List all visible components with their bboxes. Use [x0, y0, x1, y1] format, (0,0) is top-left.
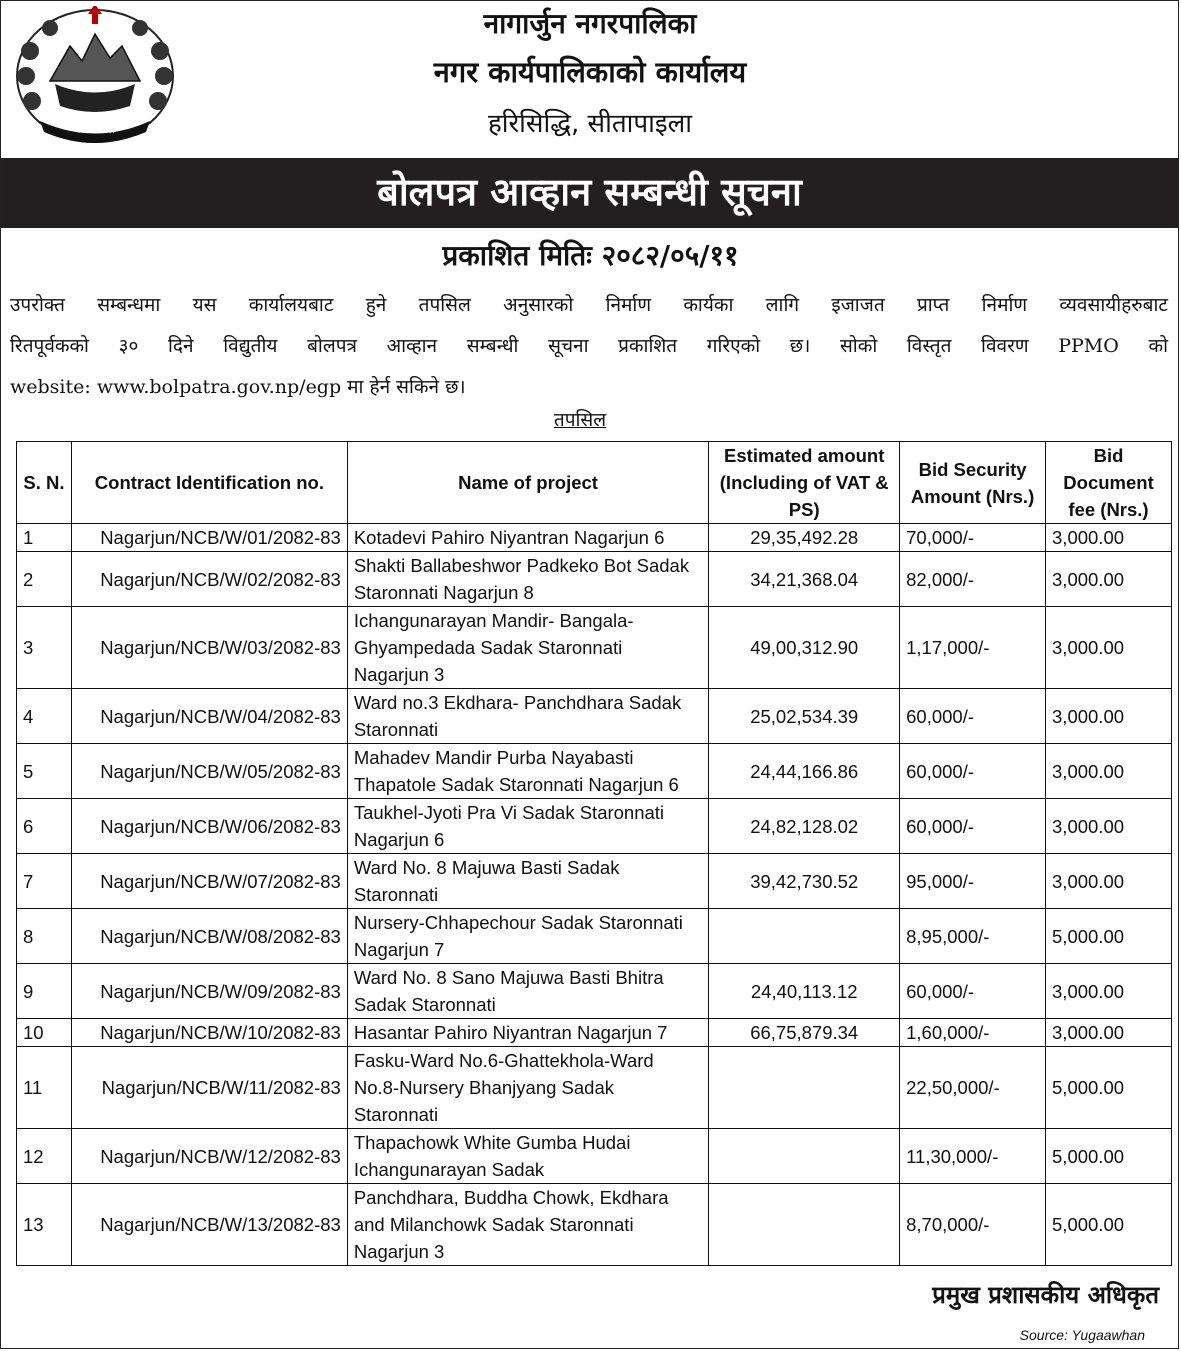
- cell-bid-security: 1,60,000/-: [900, 1019, 1046, 1047]
- cell-contract-id: Nagarjun/NCB/W/07/2082-83: [71, 854, 347, 909]
- table-row: [17, 1019, 1172, 1047]
- cell-bid-security: 1,17,000/-: [900, 607, 1046, 689]
- cell-bid-security: 82,000/-: [900, 552, 1046, 607]
- cell-document-fee: 3,000.00: [1046, 854, 1172, 909]
- body-line-3: website: www.bolpatra.gov.np/egp मा हेर्न सकिने छ।: [10, 376, 466, 398]
- cell-contract-id: Nagarjun/NCB/W/01/2082-83: [71, 524, 347, 552]
- cell-contract-id: Nagarjun/NCB/W/09/2082-83: [71, 964, 347, 1019]
- cell-estimated-amount: 49,00,312.90: [709, 607, 900, 689]
- cell-document-fee: 5,000.00: [1046, 1129, 1172, 1184]
- table-row: [17, 1184, 1172, 1266]
- cell-contract-id: Nagarjun/NCB/W/13/2082-83: [71, 1184, 347, 1266]
- office-location: हरिसिद्धि, सीतापाइला: [487, 109, 692, 139]
- cell-sn: 9: [17, 964, 72, 1019]
- cell-bid-security: 70,000/-: [900, 524, 1046, 552]
- col-header-sn: S. N.: [17, 442, 72, 524]
- cell-document-fee: 5,000.00: [1046, 909, 1172, 964]
- government-emblem-icon: [10, 6, 180, 151]
- cell-sn: 7: [17, 854, 72, 909]
- table-row: [17, 964, 1172, 1019]
- cell-estimated-amount: [709, 909, 900, 964]
- col-header-document-fee: Bid Document fee (Nrs.): [1046, 442, 1172, 524]
- cell-contract-id: Nagarjun/NCB/W/05/2082-83: [71, 744, 347, 799]
- office-name: नगर कार्यपालिकाको कार्यालय: [433, 55, 747, 89]
- cell-bid-security: 60,000/-: [900, 799, 1046, 854]
- table-row: [17, 689, 1172, 744]
- cell-bid-security: 8,95,000/-: [900, 909, 1046, 964]
- table-row: [17, 524, 1172, 552]
- cell-contract-id: Nagarjun/NCB/W/06/2082-83: [71, 799, 347, 854]
- cell-contract-id: Nagarjun/NCB/W/08/2082-83: [71, 909, 347, 964]
- cell-contract-id: Nagarjun/NCB/W/03/2082-83: [71, 607, 347, 689]
- cell-project-name: Fasku-Ward No.6-Ghattekhola-Ward No.8-Nursery Bhanjyang Sadak Staronnati: [347, 1047, 708, 1129]
- cell-estimated-amount: 29,35,492.28: [709, 524, 900, 552]
- cell-document-fee: 3,000.00: [1046, 607, 1172, 689]
- published-date: प्रकाशित मितिः २०८२/०५/११: [442, 239, 739, 272]
- cell-project-name: Ward no.3 Ekdhara- Panchdhara Sadak Staronnati: [347, 689, 708, 744]
- source-credit: Source: Yugaawhan: [1019, 1327, 1145, 1343]
- cell-sn: 8: [17, 909, 72, 964]
- cell-estimated-amount: [709, 1184, 900, 1266]
- body-line-1: उपरोक्त सम्बन्धमा यस कार्यालयबाट हुने तपसिल अनुसारको निर्माण कार्यका लागि इजाजत प्राप्त निर्माण व्यवसायीहरुबाट: [10, 294, 1168, 316]
- cell-sn: 10: [17, 1019, 72, 1047]
- table-row: [17, 1047, 1172, 1129]
- cell-bid-security: 95,000/-: [900, 854, 1046, 909]
- cell-bid-security: 8,70,000/-: [900, 1184, 1046, 1266]
- signatory: प्रमुख प्रशासकीय अधिकृत: [932, 1281, 1159, 1309]
- cell-estimated-amount: 34,21,368.04: [709, 552, 900, 607]
- cell-sn: 1: [17, 524, 72, 552]
- cell-project-name: Thapachowk White Gumba Hudai Ichangunarayan Sadak: [347, 1129, 708, 1184]
- notice-title: बोलपत्र आव्हान सम्बन्धी सूचना: [1, 158, 1178, 228]
- cell-sn: 5: [17, 744, 72, 799]
- table-row: [17, 854, 1172, 909]
- cell-sn: 6: [17, 799, 72, 854]
- notice-body: [10, 285, 1168, 408]
- cell-sn: 11: [17, 1047, 72, 1129]
- cell-project-name: Panchdhara, Buddha Chowk, Ekdhara and Milanchowk Sadak Staronnati Nagarjun 3: [347, 1184, 708, 1266]
- col-header-contract-id: Contract Identification no.: [71, 442, 347, 524]
- cell-bid-security: 60,000/-: [900, 964, 1046, 1019]
- svg-text:नेपाल सरकार: नेपाल सरकार: [75, 126, 115, 135]
- cell-sn: 2: [17, 552, 72, 607]
- col-header-bid-security: Bid Security Amount (Nrs.): [900, 442, 1046, 524]
- table-header-row: [17, 442, 1172, 524]
- cell-project-name: Ward No. 8 Sano Majuwa Basti Bhitra Sadak Staronnati: [347, 964, 708, 1019]
- table-row: [17, 799, 1172, 854]
- cell-project-name: Hasantar Pahiro Niyantran Nagarjun 7: [347, 1019, 708, 1047]
- cell-estimated-amount: [709, 1047, 900, 1129]
- cell-sn: 12: [17, 1129, 72, 1184]
- cell-contract-id: Nagarjun/NCB/W/12/2082-83: [71, 1129, 347, 1184]
- col-header-project-name: Name of project: [347, 442, 708, 524]
- table-row: [17, 909, 1172, 964]
- table-row: [17, 744, 1172, 799]
- cell-document-fee: 3,000.00: [1046, 964, 1172, 1019]
- table-row: [17, 607, 1172, 689]
- cell-estimated-amount: 25,02,534.39: [709, 689, 900, 744]
- cell-contract-id: Nagarjun/NCB/W/02/2082-83: [71, 552, 347, 607]
- cell-document-fee: 5,000.00: [1046, 1047, 1172, 1129]
- cell-estimated-amount: 24,44,166.86: [709, 744, 900, 799]
- cell-sn: 4: [17, 689, 72, 744]
- table-row: [17, 1129, 1172, 1184]
- bid-table: [16, 441, 1172, 1266]
- cell-bid-security: 11,30,000/-: [900, 1129, 1046, 1184]
- cell-project-name: Taukhel-Jyoti Pra Vi Sadak Staronnati Nagarjun 6: [347, 799, 708, 854]
- bid-table-body: [17, 524, 1172, 1266]
- cell-estimated-amount: 39,42,730.52: [709, 854, 900, 909]
- body-line-2: रितपूर्वकको ३० दिने विद्युतीय बोलपत्र आव्हान सम्बन्धी सूचना प्रकाशित गरिएको छ। सोको विस्तृत विवरण PPMO को: [10, 335, 1168, 357]
- col-header-estimated-amount: Estimated amount (Including of VAT & PS): [709, 442, 900, 524]
- cell-project-name: Ward No. 8 Majuwa Basti Sadak Staronnati: [347, 854, 708, 909]
- cell-bid-security: 22,50,000/-: [900, 1047, 1046, 1129]
- cell-project-name: Kotadevi Pahiro Niyantran Nagarjun 6: [347, 524, 708, 552]
- cell-bid-security: 60,000/-: [900, 689, 1046, 744]
- cell-contract-id: Nagarjun/NCB/W/10/2082-83: [71, 1019, 347, 1047]
- cell-document-fee: 3,000.00: [1046, 524, 1172, 552]
- cell-contract-id: Nagarjun/NCB/W/04/2082-83: [71, 689, 347, 744]
- cell-document-fee: 3,000.00: [1046, 744, 1172, 799]
- cell-estimated-amount: [709, 1129, 900, 1184]
- cell-estimated-amount: 24,82,128.02: [709, 799, 900, 854]
- cell-sn: 3: [17, 607, 72, 689]
- municipality-name: नागार्जुन नगरपालिका: [483, 7, 697, 40]
- cell-project-name: Ichangunarayan Mandir- Bangala-Ghyampedada Sadak Staronnati Nagarjun 3: [347, 607, 708, 689]
- cell-contract-id: Nagarjun/NCB/W/11/2082-83: [71, 1047, 347, 1129]
- cell-sn: 13: [17, 1184, 72, 1266]
- cell-document-fee: 5,000.00: [1046, 1184, 1172, 1266]
- cell-estimated-amount: 66,75,879.34: [709, 1019, 900, 1047]
- cell-document-fee: 3,000.00: [1046, 689, 1172, 744]
- cell-estimated-amount: 24,40,113.12: [709, 964, 900, 1019]
- cell-document-fee: 3,000.00: [1046, 1019, 1172, 1047]
- cell-document-fee: 3,000.00: [1046, 552, 1172, 607]
- cell-project-name: Mahadev Mandir Purba Nayabasti Thapatole Sadak Staronnati Nagarjun 6: [347, 744, 708, 799]
- cell-document-fee: 3,000.00: [1046, 799, 1172, 854]
- cell-project-name: Shakti Ballabeshwor Padkeko Bot Sadak Staronnati Nagarjun 8: [347, 552, 708, 607]
- cell-project-name: Nursery-Chhapechour Sadak Staronnati Nagarjun 7: [347, 909, 708, 964]
- cell-bid-security: 60,000/-: [900, 744, 1046, 799]
- tapsil-heading: तपसिल: [553, 409, 607, 431]
- table-row: [17, 552, 1172, 607]
